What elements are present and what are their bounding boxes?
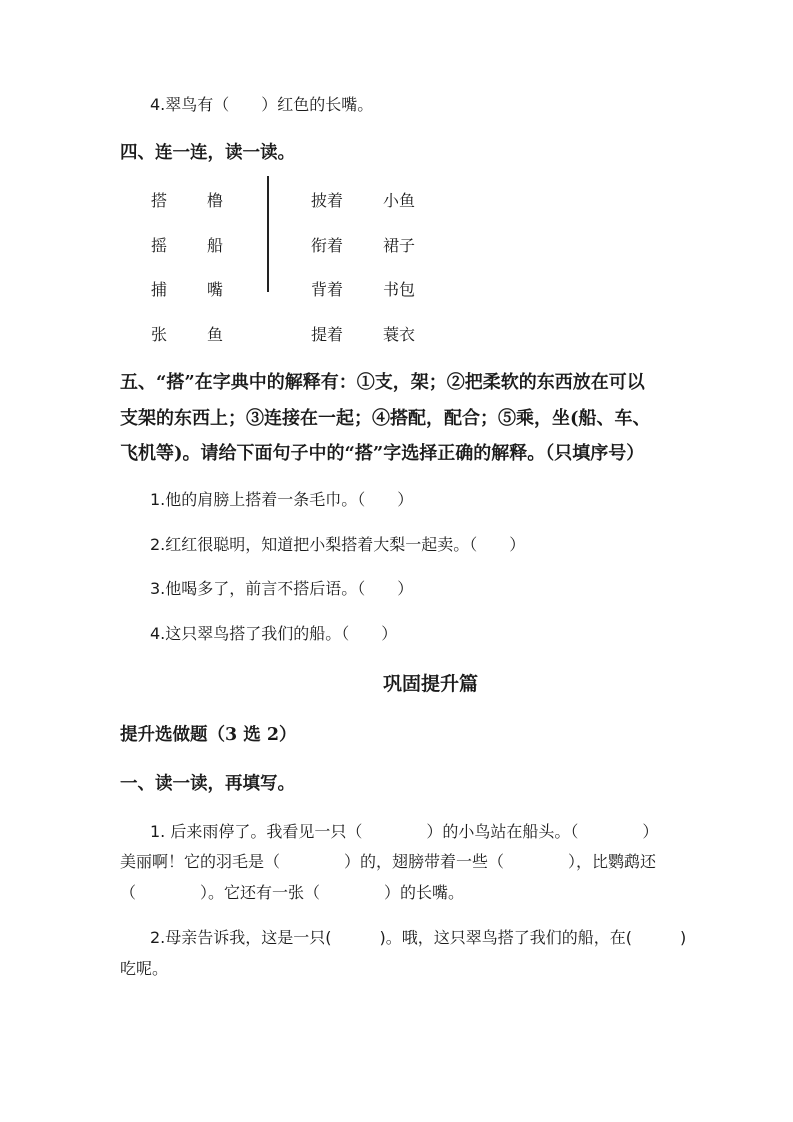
paragraph-2-line: 吃呢。 <box>120 959 169 978</box>
section5-item: 1.他的肩膀上搭着一条毛巾。（ ） <box>150 490 414 509</box>
part-title: 巩固提升篇 <box>383 673 479 695</box>
match-right-word: 披着 <box>311 191 344 210</box>
match-right-word: 书包 <box>383 280 416 299</box>
match-left-char: 橹 <box>207 191 224 210</box>
match-left-char: 捕 <box>151 280 168 299</box>
match-right-word: 小鱼 <box>383 191 416 210</box>
match-left-char: 嘴 <box>207 280 224 299</box>
match-right-word: 衔着 <box>311 236 344 255</box>
divider-line <box>267 176 269 292</box>
match-right-word: 提着 <box>311 325 344 344</box>
match-left-char: 搭 <box>151 191 168 210</box>
section5-heading-line: 五、“搭”在字典中的解释有：①支，架；②把柔软的东西放在可以 <box>120 372 645 393</box>
section-read-heading: 一、读一读，再填写。 <box>120 774 295 794</box>
match-left-char: 船 <box>207 236 224 255</box>
section4-heading: 四、连一连，读一读。 <box>120 143 295 163</box>
match-right-word: 背着 <box>311 280 344 299</box>
section5-item: 4.这只翠鸟搭了我们的船。（ ） <box>150 624 398 643</box>
paragraph-2-line: 2.母亲告诉我，这是一只( )。哦，这只翠鸟搭了我们的船，在( ) <box>150 928 687 947</box>
paragraph-1-line: （ ）。它还有一张（ ）的长嘴。 <box>120 883 465 902</box>
section5-item: 2.红红很聪明，知道把小梨搭着大梨一起卖。（ ） <box>150 535 526 554</box>
section5-item: 3.他喝多了，前言不搭后语。（ ） <box>150 579 414 598</box>
subtitle: 提升选做题（3 选 2） <box>120 725 297 745</box>
paragraph-1-line: 1. 后来雨停了。我看见一只（ ）的小鸟站在船头。（ ） <box>150 822 659 841</box>
paragraph-1-line: 美丽啊！它的羽毛是（ ）的，翅膀带着一些（ ），比鹦鹉还 <box>120 852 657 871</box>
match-left-char: 张 <box>151 325 168 344</box>
match-right-word: 蓑衣 <box>383 325 416 344</box>
match-right-word: 裙子 <box>383 236 416 255</box>
section5-heading-line: 飞机等)。请给下面句子中的“搭”字选择正确的解释。（只填序号） <box>120 443 645 464</box>
match-left-char: 鱼 <box>207 325 224 344</box>
section5-heading-line: 支架的东西上；③连接在一起；④搭配，配合；⑤乘，坐(船、车、 <box>120 408 651 429</box>
q3-item-4: 4.翠鸟有（ ）红色的长嘴。 <box>150 95 374 114</box>
match-left-char: 摇 <box>151 236 168 255</box>
